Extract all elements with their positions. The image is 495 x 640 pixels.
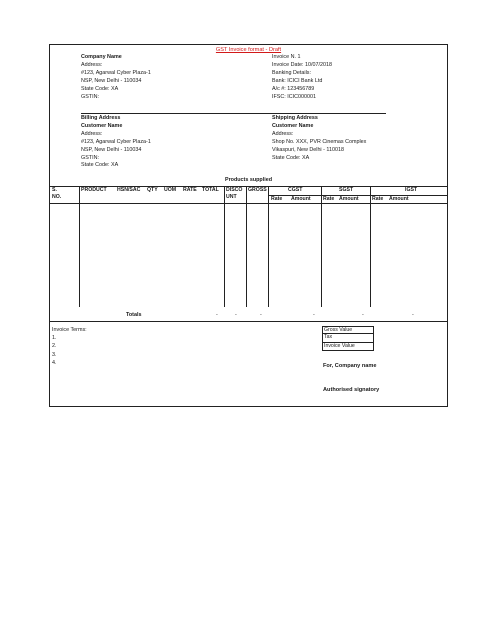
billing-line: #123, Agarwal Cyber Plaza-1 — [81, 138, 151, 145]
terms-item: 4. — [52, 359, 57, 366]
col-sno-line1: S. — [52, 187, 57, 193]
summary-invoice-value: Invoice Value — [322, 343, 374, 351]
col-line — [321, 186, 322, 307]
terms-heading: Invoice Terms: — [52, 327, 87, 333]
total-value: - — [412, 312, 414, 318]
authorised-signatory: Authorised signatory — [323, 387, 380, 393]
col-sgst-rate: Rate — [323, 195, 335, 202]
billing-heading: Billing Address — [81, 115, 121, 121]
totals-divider — [50, 321, 447, 322]
billing-address-block — [81, 115, 151, 170]
shipping-customer-name: Customer Name — [272, 122, 314, 129]
total-value: - — [362, 312, 364, 318]
company-name: Company Name — [81, 54, 122, 60]
col-sno — [52, 187, 61, 201]
shipping-line: Shop No. XXX, PVR Cinemas Complex — [272, 138, 367, 145]
col-cgst-amount: Amount — [291, 195, 311, 202]
col-line — [370, 186, 371, 307]
table-header-bottom-border — [50, 203, 447, 204]
summary-gross-value: Gross Value — [322, 326, 374, 334]
invoice-details-block — [272, 54, 332, 101]
summary-tax: Tax — [322, 334, 374, 342]
shipping-line: Address: — [272, 130, 294, 137]
col-gross: GROSS — [248, 187, 267, 193]
company-block — [81, 54, 151, 101]
shipping-address-block — [272, 115, 366, 162]
company-line: State Code: XA — [81, 85, 119, 92]
invoice-line: Invoice Date: 10/07/2018 — [272, 61, 332, 68]
col-igst-amount: Amount — [389, 195, 409, 202]
col-qty: QTY — [147, 187, 158, 193]
total-value: - — [313, 312, 315, 318]
invoice-sheet — [49, 44, 448, 407]
total-value: - — [260, 312, 262, 318]
header-divider — [81, 113, 386, 114]
terms-item: 2. — [52, 343, 57, 350]
col-discount-line1: DISCO — [226, 187, 243, 193]
for-company-name: For, Company name — [323, 363, 377, 369]
invoice-terms — [52, 326, 87, 367]
col-cgst-rate: Rate — [271, 195, 283, 202]
invoice-line: Invoice N. 1 — [272, 54, 301, 60]
col-igst: IGST — [405, 187, 418, 193]
totals-row — [50, 312, 447, 320]
totals-label: Totals — [126, 312, 142, 318]
col-line — [268, 186, 269, 307]
total-value: - — [235, 312, 237, 318]
company-line: Address: — [81, 61, 103, 68]
terms-item: 3. — [52, 351, 57, 358]
col-discount — [226, 187, 242, 201]
invoice-line: A/c #: 123456789 — [272, 85, 315, 92]
col-sgst-amount: Amount — [339, 195, 359, 202]
col-hsn: HSN/SAC — [117, 187, 141, 193]
billing-customer-name: Customer Name — [81, 122, 123, 129]
invoice-title: GST Invoice format - Draft — [215, 47, 282, 53]
col-product: PRODUCT — [81, 187, 107, 193]
col-rate: RATE — [183, 187, 197, 193]
col-line — [224, 186, 225, 307]
col-igst-rate: Rate — [372, 195, 384, 202]
billing-line: NSP, New Delhi - 110034 — [81, 146, 142, 153]
products-table — [50, 186, 447, 307]
col-sno-line2: NO. — [52, 194, 62, 200]
billing-line: Address: — [81, 130, 103, 137]
col-line — [79, 186, 80, 307]
col-line — [246, 186, 247, 307]
billing-line: GSTIN: — [81, 154, 99, 161]
total-value: - — [216, 312, 218, 318]
company-line: NSP, New Delhi - 110034 — [81, 77, 142, 84]
shipping-heading: Shipping Address — [272, 115, 318, 121]
company-line: GSTIN: — [81, 93, 99, 100]
col-uom: UOM — [164, 187, 177, 193]
company-line: #123, Agarwal Cyber Plaza-1 — [81, 69, 151, 76]
products-supplied-label: Products supplied — [224, 177, 273, 183]
col-cgst: CGST — [288, 187, 303, 193]
col-sgst: SGST — [339, 187, 354, 193]
invoice-line: Bank: ICICI Bank Ltd — [272, 77, 323, 84]
invoice-line: Banking Details: — [272, 69, 311, 76]
billing-line: State Code: XA — [81, 162, 119, 169]
shipping-line: Vikaspuri, New Delhi - 110018 — [272, 146, 345, 153]
shipping-line: State Code: XA — [272, 154, 310, 161]
invoice-summary — [322, 326, 374, 351]
col-total: TOTAL — [202, 187, 219, 193]
terms-item: 1. — [52, 335, 57, 342]
invoice-line: IFSC: ICIC000001 — [272, 93, 317, 100]
col-discount-line2: UNT — [226, 194, 237, 200]
